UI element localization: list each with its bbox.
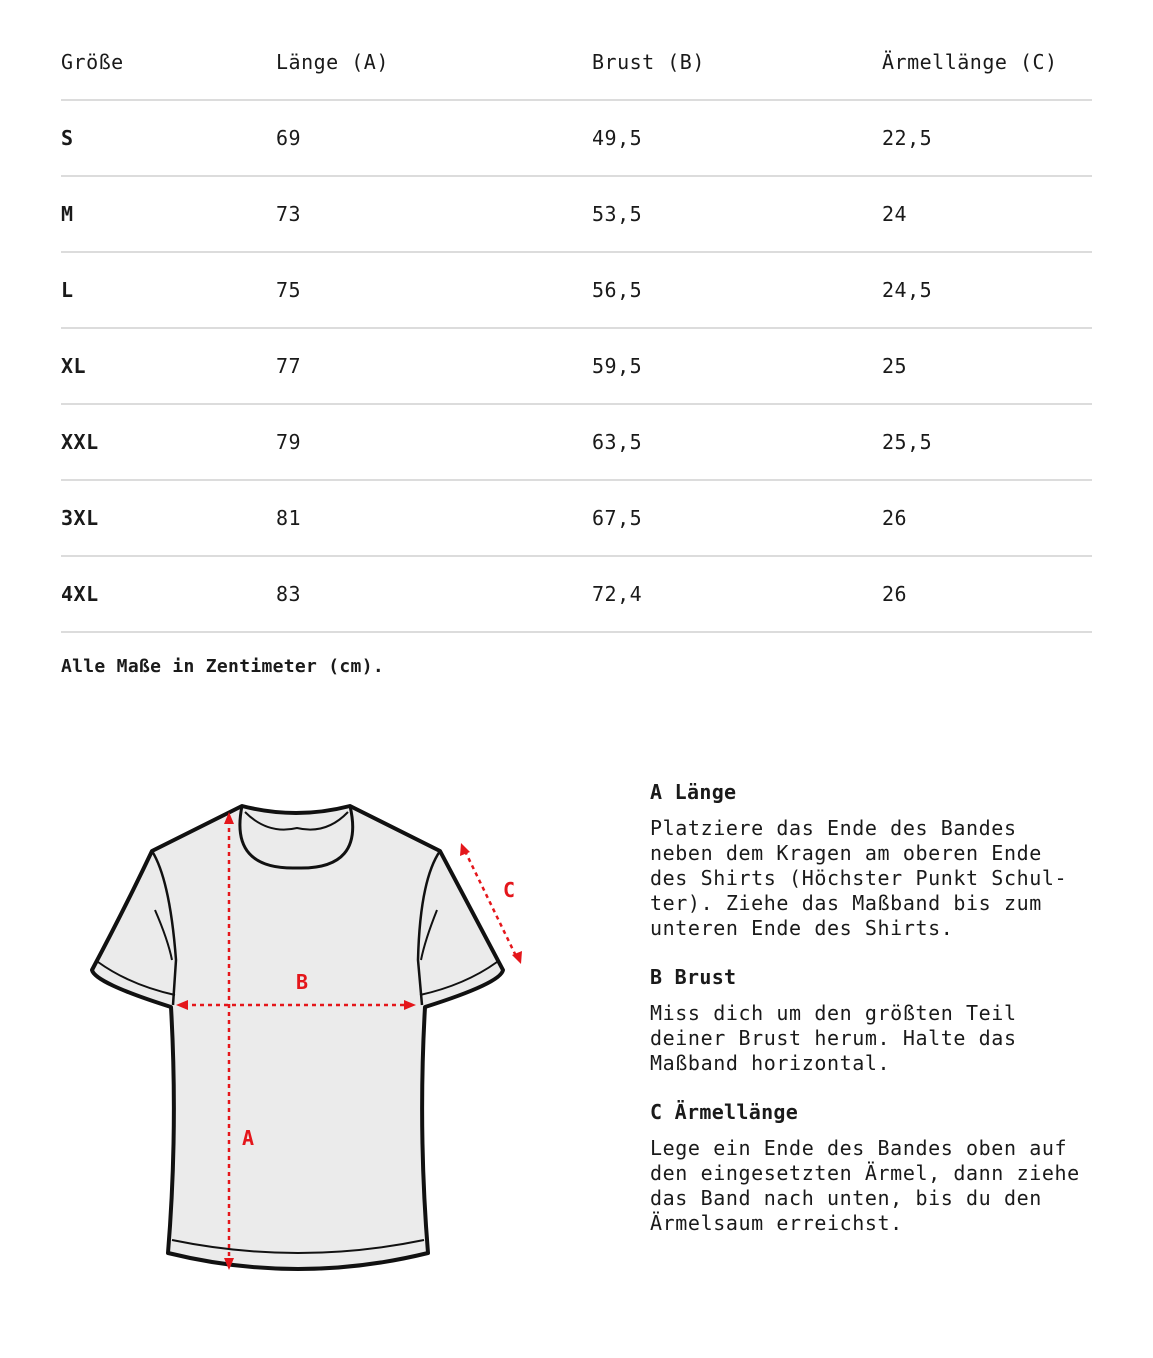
size-cell: M <box>61 176 276 252</box>
sleeve-cell: 26 <box>882 480 1092 556</box>
chest-cell: 56,5 <box>592 252 882 328</box>
sleeve-cell: 25,5 <box>882 404 1092 480</box>
table-row <box>61 252 1092 328</box>
chest-cell: 49,5 <box>592 100 882 176</box>
tshirt-diagram <box>80 790 540 1290</box>
size-cell: XL <box>61 328 276 404</box>
sleeve-cell: 24 <box>882 176 1092 252</box>
chest-cell: 72,4 <box>592 556 882 632</box>
sleeve-cell: 24,5 <box>882 252 1092 328</box>
units-note: Alle Maße in Zentimeter (cm). <box>61 656 384 677</box>
size-table <box>61 24 1092 633</box>
length-cell: 73 <box>276 176 592 252</box>
measurement-legend <box>650 780 1090 1260</box>
sleeve-cell: 26 <box>882 556 1092 632</box>
legend-title: B Brust <box>650 965 737 989</box>
sleeve-cell: 25 <box>882 328 1092 404</box>
size-cell: 4XL <box>61 556 276 632</box>
measure-label-c: C <box>503 878 516 902</box>
legend-title: C Ärmellänge <box>650 1100 799 1124</box>
legend-title: A Länge <box>650 780 737 804</box>
legend-item-sleeve <box>650 1100 1090 1236</box>
size-cell: S <box>61 100 276 176</box>
length-cell: 69 <box>276 100 592 176</box>
legend-item-length <box>650 780 1090 941</box>
length-cell: 81 <box>276 480 592 556</box>
header-size: Größe <box>61 24 276 100</box>
table-row <box>61 404 1092 480</box>
legend-item-chest <box>650 965 1090 1076</box>
table-row <box>61 556 1092 632</box>
table-header-row <box>61 24 1092 100</box>
legend-text: Platziere das Ende des Bandes neben dem Kragen am oberen Ende des Shirts (Höchster Punkt Schul- ter). Ziehe das Maßband bis zum unteren Ende des Shirts. <box>650 816 1068 940</box>
chest-cell: 63,5 <box>592 404 882 480</box>
chest-cell: 59,5 <box>592 328 882 404</box>
measure-label-b: B <box>296 970 309 994</box>
length-cell: 75 <box>276 252 592 328</box>
header-chest: Brust (B) <box>592 24 882 100</box>
size-cell: L <box>61 252 276 328</box>
measure-label-a: A <box>242 1126 255 1150</box>
length-cell: 77 <box>276 328 592 404</box>
header-length: Länge (A) <box>276 24 592 100</box>
chest-cell: 67,5 <box>592 480 882 556</box>
table-row <box>61 176 1092 252</box>
table-row <box>61 480 1092 556</box>
tshirt-body <box>92 806 503 1269</box>
table-row <box>61 328 1092 404</box>
legend-text: Lege ein Ende des Bandes oben auf den eingesetzten Ärmel, dann ziehe das Band nach unten, bis du den Ärmelsaum erreichst. <box>650 1136 1080 1235</box>
chest-cell: 53,5 <box>592 176 882 252</box>
length-cell: 83 <box>276 556 592 632</box>
header-sleeve: Ärmellänge (C) <box>882 24 1092 100</box>
legend-text: Miss dich um den größten Teil deiner Brust herum. Halte das Maßband horizontal. <box>650 1001 1017 1075</box>
size-cell: 3XL <box>61 480 276 556</box>
size-cell: XXL <box>61 404 276 480</box>
measure-c-arrow-top <box>460 843 470 856</box>
sleeve-cell: 22,5 <box>882 100 1092 176</box>
table-row <box>61 100 1092 176</box>
length-cell: 79 <box>276 404 592 480</box>
